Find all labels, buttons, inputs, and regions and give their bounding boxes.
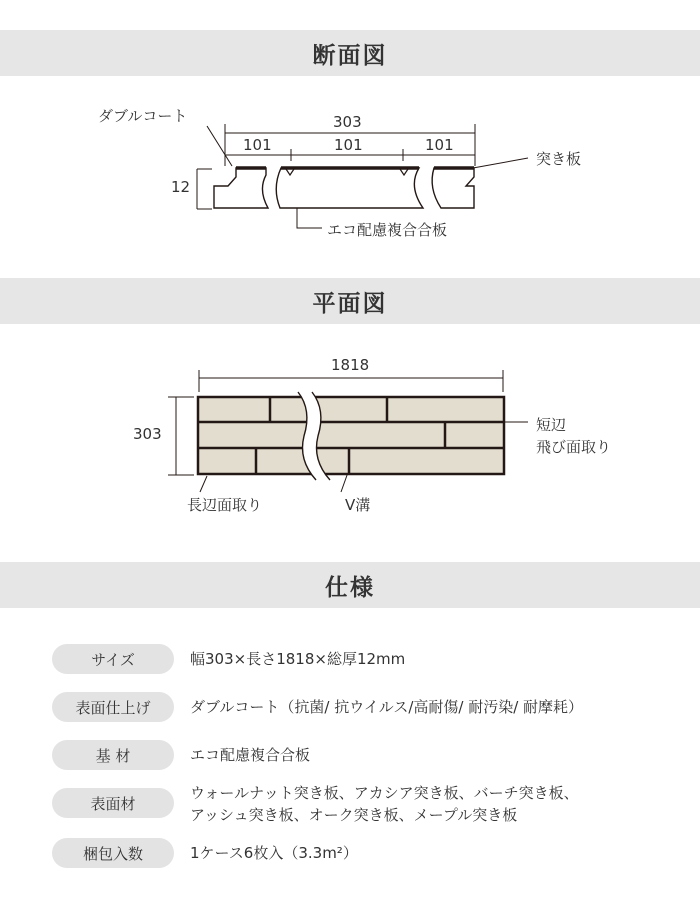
dimension-label-thickness: 12: [171, 178, 191, 196]
dimension-label-part: 101: [334, 136, 363, 154]
board-right-segment: [432, 168, 474, 208]
board-middle-segment: [276, 168, 423, 208]
section-header-plan: [0, 278, 700, 324]
spec-label: 表面材: [52, 788, 174, 818]
label-short-edge: 短辺: [536, 416, 567, 434]
spec-value-line: ウォールナット突き板、アカシア突き板、バーチ突き板、: [190, 784, 579, 802]
spec-value-line: エコ配慮複合合板: [190, 746, 311, 764]
spec-row-size: [52, 644, 405, 674]
spec-label: 基 材: [52, 740, 174, 770]
spec-value: [190, 740, 310, 766]
dimension-label-length: 1818: [331, 356, 370, 374]
spec-row-finish: [52, 692, 583, 722]
label-short-edge-chamfer: 飛び面取り: [536, 438, 612, 456]
leader-line-long-edge: [200, 476, 207, 492]
spec-value: [190, 644, 405, 670]
section-title: 平面図: [312, 290, 388, 317]
spec-label: 表面仕上げ: [52, 692, 174, 722]
plan-diagram: [0, 355, 700, 515]
dimension-label-part: 101: [425, 136, 454, 154]
section-title: 仕様: [325, 574, 375, 601]
spec-value: [190, 838, 358, 864]
label-core: エコ配慮複合合板: [327, 221, 448, 239]
board-plan: [198, 392, 504, 480]
spec-value-line: ダブルコート（抗菌/ 抗ウイルス/高耐傷/ 耐汚染/ 耐摩耗）: [190, 698, 584, 716]
spec-value-line: 幅303×長さ1818×総厚12mm: [190, 650, 406, 668]
leader-line-veneer: [473, 158, 528, 168]
spec-row-base: [52, 740, 310, 770]
spec-label: サイズ: [52, 644, 174, 674]
dimension-label-width: 303: [133, 425, 162, 443]
section-header-spec: [0, 562, 700, 608]
spec-row-surface: [52, 784, 579, 826]
board-surface: [198, 397, 504, 474]
spec-row-packing: [52, 838, 358, 868]
spec-value: [190, 692, 583, 718]
spec-value-line: アッシュ突き板、オーク突き板、メープル突き板: [190, 806, 518, 824]
spec-value: [190, 782, 579, 826]
board-profile: [214, 168, 474, 208]
section-title: 断面図: [312, 42, 388, 69]
spec-label: 梱包入数: [52, 838, 174, 868]
label-double-coat: ダブルコート: [98, 107, 188, 125]
spec-value-line: 1ケース6枚入（3.3m²）: [190, 844, 358, 862]
dimension-label-total: 303: [333, 113, 362, 131]
label-long-edge: 長辺面取り: [187, 496, 263, 514]
leader-line-coat: [207, 126, 232, 166]
section-header-cross-section: [0, 30, 700, 76]
label-veneer: 突き板: [536, 150, 582, 168]
board-left-segment: [214, 168, 268, 208]
dimension-label-part: 101: [243, 136, 272, 154]
label-v-groove: V溝: [345, 496, 371, 514]
